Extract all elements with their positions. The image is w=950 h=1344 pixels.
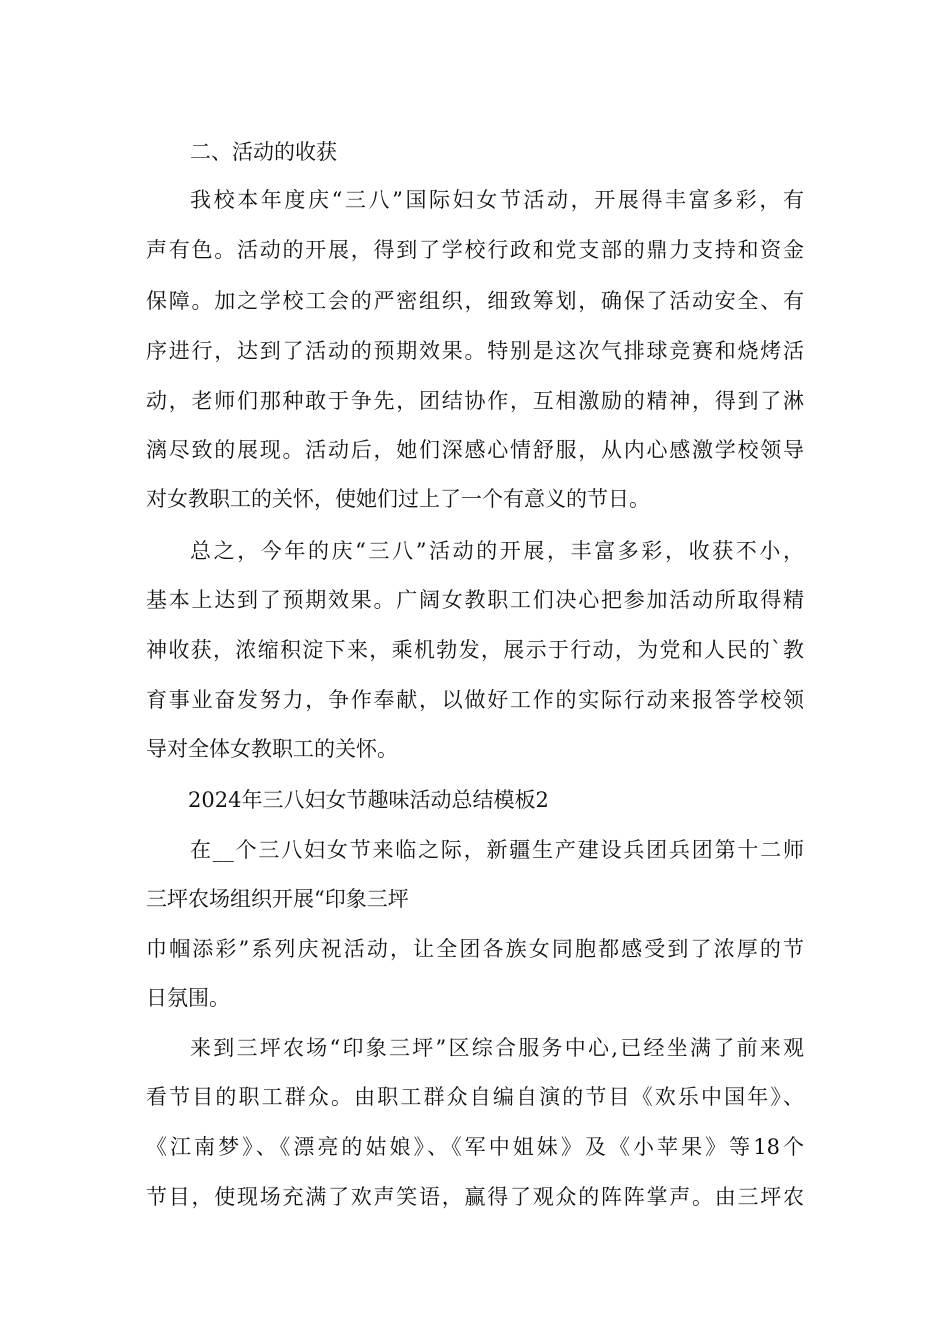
paragraph-2-line-4: 育事业奋发努力，争作奉献，以做好工作的实际行动来报答学校领 <box>146 688 804 712</box>
paragraph-2-line-1: 总之，今年的庆“三八”活动的开展，丰富多彩，收获不小， <box>190 539 804 563</box>
paragraph-1-line-5: 动，老师们那种敢于争先，团结协作，互相激励的精神，得到了淋 <box>146 389 804 413</box>
paragraph-1-line-2: 声有色。活动的开展，得到了学校行政和党支部的鼎力支持和资金 <box>146 238 804 262</box>
template-title: 2024年三八妇女节趣味活动总结模板2 <box>188 788 549 812</box>
paragraph-1-line-4: 序进行，达到了活动的预期效果。特别是这次气排球竞赛和烧烤活 <box>146 339 804 363</box>
paragraph-2-line-5: 导对全体女教职工的关怀。 <box>146 737 398 761</box>
paragraph-1-line-1: 我校本年度庆“三八”国际妇女节活动，开展得丰富多彩，有 <box>190 188 804 212</box>
paragraph-1-line-7: 对女教职工的关怀，使她们过上了一个有意义的节日。 <box>146 487 650 511</box>
paragraph-2-line-3: 神收获，浓缩积淀下来，乘机勃发，展示于行动，为党和人民的`教 <box>146 638 804 662</box>
section-heading: 二、活动的收获 <box>190 140 337 164</box>
paragraph-3-line-4: 日氛围。 <box>146 986 230 1010</box>
paragraph-1-line-6: 漓尽致的展现。活动后，她们深感心情舒服，从内心感激学校领导 <box>146 438 804 462</box>
paragraph-3-line-2: 三坪农场组织开展“印象三坪 <box>146 887 409 911</box>
paragraph-1-line-3: 保障。加之学校工会的严密组织，细致筹划，确保了活动安全、有 <box>146 289 804 313</box>
paragraph-3-line-1: 在__个三八妇女节来临之际，新疆生产建设兵团兵团第十二师 <box>190 838 804 862</box>
paragraph-4-line-3: 《江南梦》、《漂亮的姑娘》、《军中姐妹》及《小苹果》等18个 <box>146 1135 804 1159</box>
paragraph-2-line-2: 基本上达到了预期效果。广阔女教职工们决心把参加活动所取得精 <box>146 588 804 612</box>
paragraph-4-line-4: 节目，使现场充满了欢声笑语，赢得了观众的阵阵掌声。由三坪农 <box>146 1185 804 1209</box>
paragraph-4-line-2: 看节目的职工群众。由职工群众自编自演的节目《欢乐中国年》、 <box>146 1085 804 1109</box>
paragraph-4-line-1: 来到三坪农场“印象三坪”区综合服务中心,已经坐满了前来观 <box>190 1036 804 1060</box>
paragraph-3-line-3: 巾帼添彩”系列庆祝活动，让全团各族女同胞都感受到了浓厚的节 <box>146 937 804 961</box>
